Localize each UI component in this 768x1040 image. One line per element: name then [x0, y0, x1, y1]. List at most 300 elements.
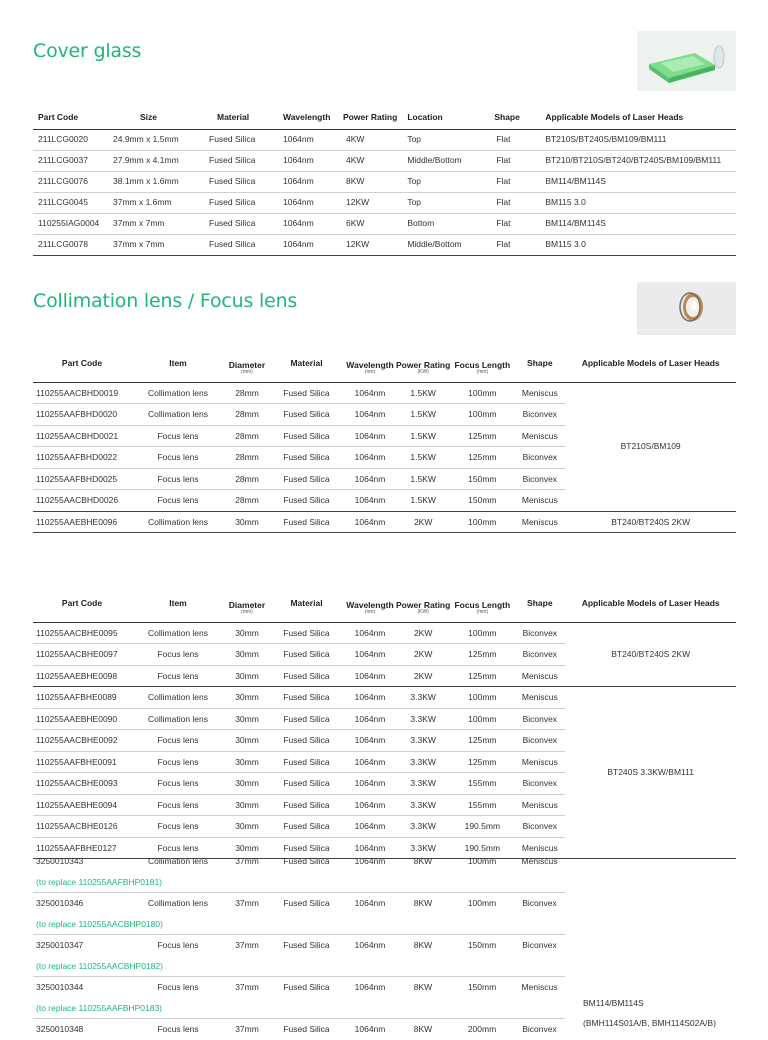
part-code: 110255AAEBHE0094 [33, 794, 131, 816]
focus-length: 190.5mm [450, 837, 514, 859]
header-item: Item [169, 598, 187, 609]
header-wavelength: Wavelength [283, 112, 331, 123]
header-applicable-models: Applicable Models of Laser Heads [581, 358, 720, 369]
shape: Meniscus [514, 687, 565, 709]
part-code: 211LCG0045 [33, 192, 113, 213]
material: Fused Silica [269, 622, 344, 644]
wavelength-unit: (nm) [364, 369, 376, 375]
shape: Biconvex [522, 1024, 557, 1034]
shape: Meniscus [514, 837, 565, 859]
power-rating: 4KW [341, 129, 397, 150]
wavelength: 1064nm [344, 773, 396, 795]
item: Collimation lens [131, 382, 225, 404]
size: 24.9mm x 1.5mm [113, 129, 209, 150]
power-unit: (KW) [417, 369, 429, 375]
item: Focus lens [131, 425, 225, 447]
header-focus-length [450, 351, 514, 382]
wavelength: 1064nm [344, 794, 396, 816]
diameter: 37mm [235, 982, 259, 992]
wavelength: 1064nm [344, 468, 396, 490]
wavelength: 1064nm [344, 687, 396, 709]
diameter: 30mm [225, 773, 269, 795]
lens-title: Collimation lens / Focus lens [33, 290, 298, 312]
shape: Flat [472, 234, 533, 255]
part-code: 110255AACBHE0092 [33, 730, 131, 752]
size: 27.9mm x 4.1mm [113, 150, 209, 171]
focus-length: 190.5mm [450, 816, 514, 838]
focus-length: 125mm [450, 730, 514, 752]
power-rating: 1.5KW [396, 447, 450, 469]
wavelength: 1064nm [283, 171, 341, 192]
focus-length: 100mm [467, 898, 497, 908]
shape: Meniscus [514, 425, 565, 447]
shape: Flat [472, 150, 533, 171]
material: Fused Silica [269, 447, 344, 469]
table-row [33, 150, 736, 171]
item: Focus lens [131, 794, 225, 816]
part-code: 110255IAG0004 [33, 213, 113, 234]
applicable-models: BM114/BM114S [533, 171, 736, 192]
item: Focus lens [131, 468, 225, 490]
shape: Biconvex [514, 730, 565, 752]
focus-length: 125mm [450, 644, 514, 666]
shape: Biconvex [522, 940, 557, 950]
applicable-models: BM115 3.0 [533, 234, 736, 255]
material: Fused Silica [269, 382, 344, 404]
shape: Biconvex [514, 622, 565, 644]
part-code: 110255AACBHD0019 [33, 382, 131, 404]
location: Top [397, 192, 472, 213]
diameter: 30mm [225, 837, 269, 859]
wavelength: 1064nm [344, 622, 396, 644]
location: Middle/Bottom [397, 150, 472, 171]
item: Focus lens [131, 447, 225, 469]
power-rating: 3.3KW [396, 708, 450, 730]
wavelength: 1064nm [344, 837, 396, 859]
item: Focus lens [131, 730, 225, 752]
material: Fused Silica [283, 982, 330, 992]
table-row [33, 192, 736, 213]
material: Fused Silica [269, 404, 344, 426]
focus-length: 150mm [450, 468, 514, 490]
power-rating: 6KW [341, 213, 397, 234]
part-code: 110255AACBHE0093 [33, 773, 131, 795]
header-wavelength [344, 351, 396, 382]
material: Fused Silica [269, 490, 344, 512]
material: Fused Silica [269, 511, 344, 533]
part-code: 110255AAFBHD0020 [33, 404, 131, 426]
table-row [33, 129, 736, 150]
focus-length: 155mm [450, 773, 514, 795]
wavelength: 1064nm [354, 898, 386, 908]
material: Fused Silica [283, 940, 330, 950]
material: Fused Silica [269, 468, 344, 490]
material: Fused Silica [209, 150, 283, 171]
item: Collimation lens [148, 856, 208, 866]
header-wavelength [344, 591, 396, 622]
part-code: 110255AAFBHE0089 [33, 687, 131, 709]
shape: Meniscus [514, 665, 565, 687]
diameter: 37mm [235, 856, 259, 866]
wavelength: 1064nm [283, 234, 341, 255]
part-code: 211LCG0076 [33, 171, 113, 192]
item: Focus lens [131, 773, 225, 795]
material: Fused Silica [269, 644, 344, 666]
table-row [33, 511, 736, 533]
focus-length: 125mm [450, 447, 514, 469]
part-code: 110255AAFBHD0022 [33, 447, 131, 469]
size: 37mm x 7mm [113, 234, 209, 255]
power-rating: 3.3KW [396, 730, 450, 752]
replace-note-text: (to replace 110255AACBHP0180) [36, 918, 163, 929]
power-rating: 1.5KW [396, 404, 450, 426]
material: Fused Silica [209, 129, 283, 150]
wavelength: 1064nm [354, 940, 386, 950]
focus-length: 100mm [450, 622, 514, 644]
wavelength: 1064nm [344, 708, 396, 730]
diameter: 30mm [225, 794, 269, 816]
shape: Biconvex [514, 708, 565, 730]
header-shape: Shape [527, 358, 553, 369]
diameter: 28mm [225, 490, 269, 512]
wavelength: 1064nm [344, 730, 396, 752]
focus-length: 125mm [450, 751, 514, 773]
shape: Flat [472, 171, 533, 192]
location: Top [397, 171, 472, 192]
diameter-unit: (mm) [241, 369, 253, 375]
applicable-models-line-1: BM114/BM114S [583, 998, 644, 1009]
diameter: 30mm [225, 708, 269, 730]
focus-length: 100mm [450, 687, 514, 709]
power-label: Power Rating [396, 359, 451, 370]
applicable-models: BT240/BT240S 2KW [565, 511, 736, 533]
material: Fused Silica [269, 425, 344, 447]
focus-length: 100mm [467, 856, 497, 866]
diameter: 30mm [225, 644, 269, 666]
lens-table-2 [33, 591, 736, 859]
wavelength: 1064nm [344, 511, 396, 533]
table-row [33, 171, 736, 192]
power-rating: 8KW [413, 1024, 433, 1034]
location: Bottom [397, 213, 472, 234]
part-code: 110255AACBHE0097 [33, 644, 131, 666]
power-rating: 2KW [396, 644, 450, 666]
header-shape: Shape [527, 598, 553, 609]
power-label: Power Rating [396, 599, 451, 610]
lens-table-1 [33, 351, 736, 533]
diameter: 30mm [225, 730, 269, 752]
material: Fused Silica [269, 730, 344, 752]
header-item: Item [169, 358, 187, 369]
header-material: Material [217, 112, 250, 123]
wavelength: 1064nm [283, 192, 341, 213]
replace-note-text: (to replace 110255AAFBHP0183) [36, 1002, 163, 1013]
power-rating: 3.3KW [396, 837, 450, 859]
shape: Meniscus [521, 856, 558, 866]
applicable-models: BM114/BM114S [533, 213, 736, 234]
diameter: 30mm [225, 687, 269, 709]
cover-glass-photo [637, 31, 736, 91]
shape: Meniscus [514, 511, 565, 533]
wavelength: 1064nm [354, 856, 386, 866]
size: 37mm x 7mm [113, 213, 209, 234]
part-code: 110255AAFBHD0025 [33, 468, 131, 490]
shape: Biconvex [514, 404, 565, 426]
power-rating: 1.5KW [396, 490, 450, 512]
shape: Flat [472, 129, 533, 150]
power-rating: 8KW [413, 898, 433, 908]
header-shape: Shape [494, 112, 520, 123]
item: Collimation lens [131, 511, 225, 533]
table-row [33, 382, 736, 404]
shape: Meniscus [514, 751, 565, 773]
power-rating: 12KW [341, 192, 397, 213]
diameter: 37mm [235, 1024, 259, 1034]
power-rating: 8KW [413, 940, 433, 950]
wavelength: 1064nm [283, 129, 341, 150]
focus-label: Focus Length [454, 359, 511, 370]
power-rating: 1.5KW [396, 382, 450, 404]
part-code: 211LCG0037 [33, 150, 113, 171]
wavelength: 1064nm [344, 447, 396, 469]
header-power-rating [396, 351, 450, 382]
diameter-label: Diameter [228, 359, 266, 370]
power-rating: 2KW [396, 511, 450, 533]
diameter: 28mm [225, 425, 269, 447]
part-code: 110255AAEBHE0090 [33, 708, 131, 730]
power-rating: 3.3KW [396, 816, 450, 838]
part-code: 211LCG0020 [33, 129, 113, 150]
part-code: 110255AACBHD0021 [33, 425, 131, 447]
header-location: Location [407, 112, 443, 123]
wavelength: 1064nm [344, 425, 396, 447]
wavelength: 1064nm [344, 382, 396, 404]
power-rating: 3.3KW [396, 751, 450, 773]
material: Fused Silica [269, 794, 344, 816]
material: Fused Silica [269, 665, 344, 687]
cover-glass-title: Cover glass [33, 40, 142, 62]
focus-length: 150mm [467, 940, 497, 950]
applicable-models: BM115 3.0 [533, 192, 736, 213]
header-focus-length [450, 591, 514, 622]
header-diameter [225, 591, 269, 622]
shape: Flat [472, 213, 533, 234]
focus-length: 125mm [450, 665, 514, 687]
item: Collimation lens [131, 404, 225, 426]
focus-length: 100mm [450, 511, 514, 533]
replace-note [33, 872, 565, 893]
header-size: Size [140, 112, 158, 123]
part-code: 110255AAFBHE0091 [33, 751, 131, 773]
material: Fused Silica [283, 898, 330, 908]
material: Fused Silica [269, 837, 344, 859]
focus-length: 155mm [450, 794, 514, 816]
diameter-unit: (mm) [241, 609, 253, 615]
part-code: 110255AACBHE0095 [33, 622, 131, 644]
focus-length: 125mm [450, 425, 514, 447]
replace-note-text: (to replace 110255AAFBHP0181) [36, 876, 163, 887]
shape: Biconvex [514, 816, 565, 838]
header-diameter [225, 351, 269, 382]
part-code: 110255AAEBHE0096 [33, 511, 131, 533]
power-rating: 8KW [413, 856, 433, 866]
header-power-rating [396, 591, 450, 622]
wavelength-label: Wavelength [346, 599, 394, 610]
diameter: 30mm [225, 622, 269, 644]
shape: Biconvex [514, 773, 565, 795]
focus-length: 100mm [450, 382, 514, 404]
focus-unit: (mm) [476, 609, 489, 615]
power-rating: 4KW [341, 150, 397, 171]
lens-table-3 [33, 851, 736, 1040]
focus-length: 150mm [467, 982, 497, 992]
header-part-code: Part Code [61, 598, 103, 609]
wavelength: 1064nm [344, 404, 396, 426]
focus-label: Focus Length [454, 599, 511, 610]
shape: Meniscus [521, 982, 558, 992]
table-row [33, 213, 736, 234]
lens-photo [637, 282, 736, 335]
wavelength: 1064nm [283, 213, 341, 234]
header-material: Material [290, 598, 323, 609]
replace-note-text: (to replace 110255AACBHP0182) [36, 960, 163, 971]
applicable-models [565, 851, 736, 1040]
material: Fused Silica [269, 708, 344, 730]
location: Top [397, 129, 472, 150]
part-code: 3250010347 [36, 940, 84, 950]
power-rating: 2KW [396, 665, 450, 687]
applicable-models-line-2: (BMH114S01A/B, BMH114S02A/B) [583, 1017, 716, 1028]
material: Fused Silica [269, 816, 344, 838]
item: Focus lens [131, 816, 225, 838]
header-material: Material [290, 358, 323, 369]
wavelength-label: Wavelength [346, 359, 394, 370]
location: Middle/Bottom [397, 234, 472, 255]
diameter: 37mm [235, 940, 259, 950]
shape: Biconvex [514, 644, 565, 666]
power-rating: 2KW [396, 622, 450, 644]
table-row [33, 851, 736, 872]
diameter: 28mm [225, 447, 269, 469]
power-rating: 12KW [341, 234, 397, 255]
power-rating: 8KW [341, 171, 397, 192]
header-part-code: Part Code [61, 358, 103, 369]
power-rating: 1.5KW [396, 468, 450, 490]
material: Fused Silica [269, 773, 344, 795]
shape: Meniscus [514, 490, 565, 512]
material: Fused Silica [283, 1024, 330, 1034]
diameter: 30mm [225, 751, 269, 773]
shape: Flat [472, 192, 533, 213]
wavelength: 1064nm [344, 644, 396, 666]
applicable-models: BT240/BT240S 2KW [565, 622, 736, 687]
material: Fused Silica [269, 751, 344, 773]
item: Focus lens [131, 644, 225, 666]
table-row [33, 622, 736, 644]
material: Fused Silica [209, 192, 283, 213]
part-code: 211LCG0078 [33, 234, 113, 255]
item: Focus lens [131, 751, 225, 773]
part-code: 110255AACBHE0126 [33, 816, 131, 838]
diameter: 30mm [225, 816, 269, 838]
wavelength: 1064nm [283, 150, 341, 171]
shape: Meniscus [514, 794, 565, 816]
table-row [33, 687, 736, 709]
material: Fused Silica [269, 687, 344, 709]
wavelength-unit: (nm) [364, 609, 376, 615]
focus-length: 200mm [467, 1024, 497, 1034]
header-applicable-models: Applicable Models of Laser Heads [545, 112, 684, 123]
diameter: 30mm [225, 665, 269, 687]
header-applicable-models: Applicable Models of Laser Heads [581, 598, 720, 609]
focus-length: 100mm [450, 708, 514, 730]
wavelength: 1064nm [344, 490, 396, 512]
replace-note [33, 914, 565, 935]
part-code: 3250010343 [36, 856, 84, 866]
shape: Meniscus [514, 382, 565, 404]
diameter: 28mm [225, 404, 269, 426]
size: 38.1mm x 1.6mm [113, 171, 209, 192]
replace-note [33, 998, 565, 1019]
item: Focus lens [131, 837, 225, 859]
wavelength: 1064nm [344, 665, 396, 687]
wavelength: 1064nm [354, 982, 386, 992]
power-rating: 1.5KW [396, 425, 450, 447]
item: Collimation lens [131, 708, 225, 730]
power-rating: 3.3KW [396, 773, 450, 795]
material: Fused Silica [209, 213, 283, 234]
wavelength: 1064nm [344, 816, 396, 838]
part-code: 110255AAFBHE0127 [33, 837, 131, 859]
cover-glass-table [33, 101, 736, 256]
power-rating: 3.3KW [396, 687, 450, 709]
focus-length: 150mm [450, 490, 514, 512]
wavelength: 1064nm [344, 751, 396, 773]
item: Collimation lens [131, 622, 225, 644]
diameter: 28mm [225, 468, 269, 490]
item: Focus lens [131, 490, 225, 512]
shape: Biconvex [522, 898, 557, 908]
shape: Biconvex [514, 468, 565, 490]
applicable-models: BT210S/BM109 [565, 382, 736, 511]
applicable-models: BT210/BT210S/BT240/BT240S/BM109/BM111 [533, 150, 736, 171]
focus-length: 100mm [450, 404, 514, 426]
replace-note [33, 956, 565, 977]
item: Collimation lens [131, 687, 225, 709]
part-code: 110255AAEBHE0098 [33, 665, 131, 687]
wavelength: 1064nm [354, 1024, 386, 1034]
focus-unit: (mm) [476, 369, 489, 375]
power-unit: (KW) [417, 609, 429, 615]
item: Focus lens [157, 982, 199, 992]
header-power-rating: Power Rating [343, 112, 398, 123]
part-code: 3250010346 [36, 898, 84, 908]
table-row [33, 234, 736, 255]
shape: Biconvex [514, 447, 565, 469]
applicable-models: BT240S 3.3KW/BM111 [565, 687, 736, 859]
item: Collimation lens [148, 898, 208, 908]
diameter: 30mm [225, 511, 269, 533]
diameter: 28mm [225, 382, 269, 404]
item: Focus lens [131, 665, 225, 687]
item: Focus lens [157, 1024, 199, 1034]
power-rating: 8KW [413, 982, 433, 992]
applicable-models: BT210S/BT240S/BM109/BM111 [533, 129, 736, 150]
material: Fused Silica [209, 234, 283, 255]
material: Fused Silica [209, 171, 283, 192]
header-part-code: Part Code [38, 112, 79, 123]
size: 37mm x 1.6mm [113, 192, 209, 213]
